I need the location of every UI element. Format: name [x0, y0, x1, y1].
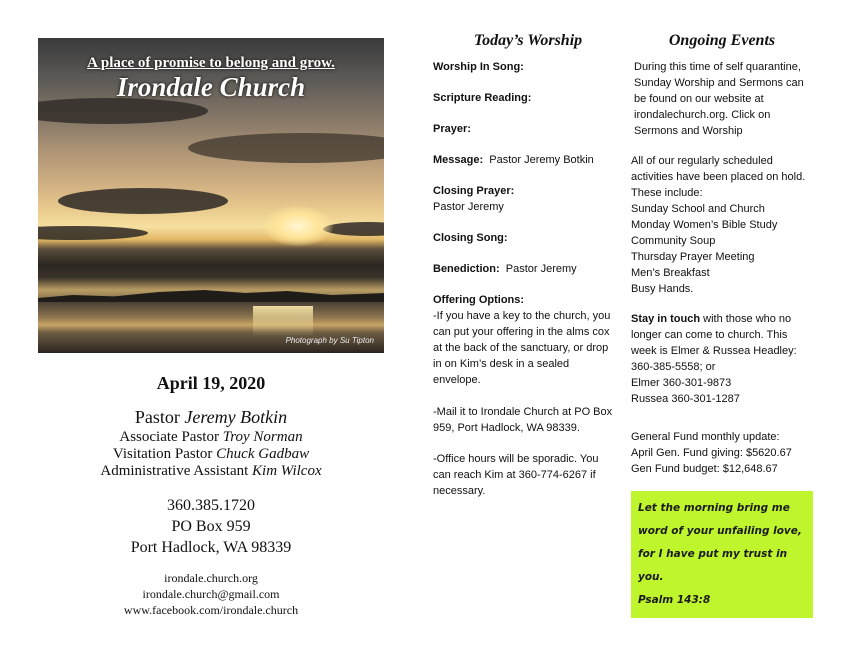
- events-heading: Ongoing Events: [668, 32, 776, 49]
- worship-item: [433, 121, 613, 137]
- worship-item-value: Pastor Jeremy Botkin: [483, 154, 594, 166]
- sunset-photo: [38, 38, 384, 353]
- po-box: PO Box 959: [171, 518, 251, 535]
- worship-heading: Today’s Worship: [473, 32, 583, 49]
- fund-heading: General Fund monthly update:: [631, 431, 780, 443]
- pastor-title: Pastor: [134, 407, 180, 427]
- stay-text: with those who no longer can come to church. This week is Elmer & Russea Headley:: [631, 313, 797, 357]
- scripture-verse-box: [631, 491, 813, 618]
- worship-item-label: Worship In Song:: [433, 61, 524, 73]
- activity-item: Busy Hands.: [631, 283, 694, 295]
- water-reflection: [38, 302, 384, 353]
- worship-order: [433, 59, 613, 514]
- pastor-line: [38, 407, 384, 428]
- worship-item: [433, 183, 613, 215]
- offering-label: Offering Options:: [433, 294, 525, 306]
- contact-block: [38, 495, 384, 558]
- worship-item-value: Pastor Jeremy: [433, 201, 504, 213]
- staff-name: Troy Norman: [222, 429, 303, 445]
- church-name: Irondale Church: [116, 72, 306, 102]
- events-intro: During this time of self quarantine, Sunday Worship and Sermons can be found on our website at irondalechurch.org. Click on Sermons and Worship: [634, 61, 804, 137]
- bulletin-date: April 19, 2020: [156, 373, 266, 393]
- events-column: [631, 59, 813, 491]
- cloud-shape: [188, 133, 384, 163]
- staff-name: Chuck Gadbaw: [216, 446, 310, 462]
- offering-options: [433, 292, 613, 388]
- worship-item: [433, 261, 613, 277]
- activity-item: Thursday Prayer Meeting: [631, 251, 755, 263]
- contact-phone: Russea 360-301-1287: [631, 393, 740, 405]
- email-link: irondale.church@gmail.com: [142, 587, 280, 601]
- activities-block: [631, 153, 813, 297]
- offering-option-1: -If you have a key to the church, you can put your offering in the alms cox at the back of the sanctuary, or drop in on Kim’s desk in a sealed envelope.: [433, 310, 611, 386]
- contact-phone: 360-385-5558; or: [631, 361, 716, 373]
- staff-title: Associate Pastor: [119, 429, 219, 445]
- stay-in-touch: [631, 311, 813, 407]
- cover-panel: [38, 38, 384, 353]
- staff-visitation: [38, 446, 384, 463]
- website-link: irondale.church.org: [164, 571, 258, 585]
- activity-item: Men’s Breakfast: [631, 267, 710, 279]
- offering-option-3: -Office hours will be sporadic. You can reach Kim at 360-774-6267 if necessary.: [433, 453, 599, 497]
- worship-item-label: Prayer:: [433, 123, 471, 135]
- stay-label: Stay in touch: [631, 313, 701, 325]
- hills-silhouette: [38, 284, 384, 304]
- phone-number: 360.385.1720: [167, 497, 255, 514]
- city-address: Port Hadlock, WA 98339: [130, 539, 292, 556]
- worship-item-value: Pastor Jeremy: [499, 263, 577, 275]
- activities-intro: All of our regularly scheduled activities have been placed on hold. These include:: [631, 155, 806, 199]
- activity-item: Monday Women’s Bible Study: [631, 219, 778, 231]
- staff-title: Administrative Assistant: [100, 463, 249, 479]
- sun-glow: [263, 206, 333, 246]
- cloud-shape: [38, 226, 148, 240]
- activity-item: Community Soup: [631, 235, 716, 247]
- church-tagline: A place of promise to belong and grow.: [87, 55, 335, 71]
- worship-item-label: Closing Prayer:: [433, 185, 515, 197]
- worship-item-label: Scripture Reading:: [433, 92, 532, 104]
- worship-item: [433, 90, 613, 106]
- staff-title: Visitation Pastor: [112, 446, 213, 462]
- offering-option-2: -Mail it to Irondale Church at PO Box 959, Port Hadlock, WA 98339.: [433, 406, 613, 434]
- worship-item-label: Message:: [433, 154, 484, 166]
- verse-text: Let the morning bring me word of your unfailing love, for I have put my trust in you.: [638, 502, 802, 583]
- cloud-shape: [58, 188, 228, 214]
- sun-glint: [253, 306, 313, 336]
- photo-credit: Photograph by Su Tipton: [285, 336, 374, 345]
- activity-item: Sunday School and Church: [631, 203, 765, 215]
- verse-reference: Psalm 143:8: [638, 594, 711, 606]
- fund-update: [631, 429, 813, 477]
- worship-item-label: Closing Song:: [433, 232, 508, 244]
- facebook-link: www.facebook.com/irondale.church: [123, 603, 299, 617]
- staff-admin: [38, 463, 384, 480]
- staff-associate: [38, 429, 384, 446]
- pastor-name: Jeremy Botkin: [184, 407, 288, 427]
- worship-item: [433, 152, 613, 168]
- contact-phone: Elmer 360-301-9873: [631, 377, 732, 389]
- online-links: [38, 570, 384, 618]
- fund-budget: Gen Fund budget: $12,648.67: [631, 463, 778, 475]
- staff-name: Kim Wilcox: [252, 463, 322, 479]
- worship-item: [433, 230, 613, 246]
- fund-giving: April Gen. Fund giving: $5620.67: [631, 447, 792, 459]
- worship-item: [433, 59, 613, 75]
- worship-item-label: Benediction:: [433, 263, 500, 275]
